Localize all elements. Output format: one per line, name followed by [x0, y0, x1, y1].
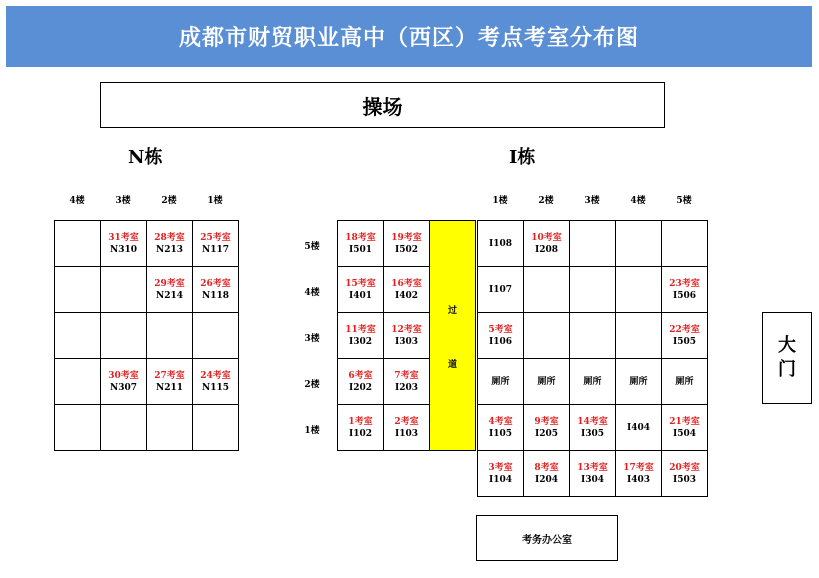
room-cell	[383, 404, 430, 451]
room-cell	[100, 358, 147, 405]
room-cell	[477, 312, 524, 359]
empty-cell	[615, 220, 662, 267]
room-cell	[661, 450, 708, 497]
floor-label: 2楼	[538, 196, 554, 206]
room-cell	[661, 404, 708, 451]
room-cell	[661, 266, 708, 313]
room-cell	[661, 358, 708, 405]
i-building-title: I栋	[509, 147, 536, 168]
room-code: I304	[581, 474, 604, 485]
exam-room-number: 11考室	[345, 324, 376, 335]
room-cell	[477, 266, 524, 313]
room-code: 厕所	[491, 376, 510, 387]
room-cell	[615, 404, 662, 451]
playground-box: 操场	[100, 82, 665, 128]
room-code: N307	[109, 382, 137, 393]
empty-cell	[569, 266, 616, 313]
exam-room-number: 13考室	[577, 462, 608, 473]
room-code: I204	[535, 474, 558, 485]
room-code: I504	[673, 428, 696, 439]
exam-room-number: 19考室	[391, 232, 422, 243]
room-code: I303	[395, 336, 418, 347]
exam-room-number: 8考室	[534, 462, 559, 473]
gate-char: 大	[778, 335, 796, 356]
room-cell	[100, 220, 147, 267]
room-cell	[523, 220, 570, 267]
empty-cell	[54, 266, 101, 313]
room-code: N115	[201, 382, 229, 393]
exam-room-number: 1考室	[348, 416, 373, 427]
exam-room-number: 23考室	[669, 278, 700, 289]
room-cell	[192, 220, 239, 267]
room-code: I102	[349, 428, 372, 439]
room-code: I503	[673, 474, 696, 485]
room-code: N211	[155, 382, 183, 393]
n-building-title: N栋	[128, 147, 163, 168]
room-code: I402	[395, 290, 418, 301]
room-code: I202	[349, 382, 372, 393]
exam-room-number: 12考室	[391, 324, 422, 335]
empty-cell	[661, 220, 708, 267]
empty-cell	[615, 266, 662, 313]
exam-room-number: 21考室	[669, 416, 700, 427]
exam-room-number: 25考室	[200, 232, 231, 243]
room-code: I404	[627, 422, 650, 433]
empty-cell	[146, 404, 193, 451]
room-cell	[523, 450, 570, 497]
room-code: I103	[395, 428, 418, 439]
floor-label: 3楼	[115, 196, 131, 206]
room-cell	[337, 312, 384, 359]
row-floor-label: 2楼	[304, 380, 320, 390]
corridor	[429, 220, 476, 451]
row-floor-label: 1楼	[304, 426, 320, 436]
empty-cell	[523, 312, 570, 359]
floor-label: 3楼	[584, 196, 600, 206]
empty-cell	[54, 220, 101, 267]
room-cell	[615, 358, 662, 405]
floor-label: 4楼	[69, 196, 85, 206]
exam-room-number: 14考室	[577, 416, 608, 427]
exam-room-number: 28考室	[154, 232, 185, 243]
room-code: I403	[627, 474, 650, 485]
room-code: I502	[395, 244, 418, 255]
room-cell	[146, 266, 193, 313]
room-code: I505	[673, 336, 696, 347]
room-cell	[146, 358, 193, 405]
floor-label: 4楼	[630, 196, 646, 206]
room-code: I302	[349, 336, 372, 347]
empty-cell	[54, 312, 101, 359]
row-floor-label: 4楼	[304, 288, 320, 298]
exam-room-number: 31考室	[108, 232, 139, 243]
room-code: N310	[109, 244, 137, 255]
exam-room-number: 17考室	[623, 462, 654, 473]
floor-label: 5楼	[676, 196, 692, 206]
exam-room-number: 2考室	[394, 416, 419, 427]
room-code: I506	[673, 290, 696, 301]
exam-room-number: 7考室	[394, 370, 419, 381]
room-code: 厕所	[583, 376, 602, 387]
exam-room-number: 22考室	[669, 324, 700, 335]
room-code: I501	[349, 244, 372, 255]
empty-cell	[569, 220, 616, 267]
room-code: N117	[201, 244, 229, 255]
room-cell	[615, 450, 662, 497]
room-code: I108	[489, 238, 512, 249]
corridor-char: 过	[447, 306, 457, 316]
room-cell	[192, 358, 239, 405]
exam-room-number: 4考室	[488, 416, 513, 427]
exam-room-number: 6考室	[348, 370, 373, 381]
floor-label: 1楼	[492, 196, 508, 206]
room-code: N118	[201, 290, 229, 301]
exam-room-number: 26考室	[200, 278, 231, 289]
room-cell	[146, 220, 193, 267]
room-code: I107	[489, 284, 512, 295]
room-cell	[569, 404, 616, 451]
exam-room-number: 16考室	[391, 278, 422, 289]
gate-char: 门	[778, 359, 796, 380]
room-cell	[337, 220, 384, 267]
exam-room-number: 20考室	[669, 462, 700, 473]
room-code: I305	[581, 428, 604, 439]
room-cell	[661, 312, 708, 359]
empty-cell	[146, 312, 193, 359]
room-code: I104	[489, 474, 512, 485]
empty-cell	[54, 404, 101, 451]
empty-cell	[615, 312, 662, 359]
exam-room-number: 9考室	[534, 416, 559, 427]
room-cell	[383, 220, 430, 267]
room-code: I401	[349, 290, 372, 301]
room-code: I203	[395, 382, 418, 393]
room-cell	[337, 404, 384, 451]
room-cell	[477, 358, 524, 405]
room-cell	[523, 358, 570, 405]
exam-room-number: 29考室	[154, 278, 185, 289]
room-cell	[523, 404, 570, 451]
row-floor-label: 3楼	[304, 334, 320, 344]
empty-cell	[192, 312, 239, 359]
room-code: 厕所	[629, 376, 648, 387]
exam-room-number: 10考室	[531, 232, 562, 243]
room-cell	[337, 358, 384, 405]
room-code: N213	[155, 244, 183, 255]
room-code: 厕所	[537, 376, 556, 387]
empty-cell	[569, 312, 616, 359]
room-code: 厕所	[675, 376, 694, 387]
room-code: N214	[155, 290, 183, 301]
empty-cell	[100, 404, 147, 451]
floor-label: 2楼	[161, 196, 177, 206]
exam-office: 考务办公室	[476, 515, 618, 561]
empty-cell	[54, 358, 101, 405]
corridor-char: 道	[447, 360, 457, 370]
main-gate	[762, 312, 812, 404]
room-cell	[383, 358, 430, 405]
row-floor-label: 5楼	[304, 242, 320, 252]
room-cell	[337, 266, 384, 313]
exam-room-number: 30考室	[108, 370, 139, 381]
room-cell	[569, 358, 616, 405]
page-title: 成都市财贸职业高中（西区）考点考室分布图	[6, 6, 812, 67]
exam-room-number: 5考室	[488, 324, 513, 335]
room-code: I105	[489, 428, 512, 439]
room-cell	[477, 450, 524, 497]
exam-room-number: 27考室	[154, 370, 185, 381]
room-cell	[477, 404, 524, 451]
room-cell	[383, 312, 430, 359]
exam-room-number: 3考室	[488, 462, 513, 473]
room-cell	[569, 450, 616, 497]
floor-label: 1楼	[207, 196, 223, 206]
exam-room-number: 15考室	[345, 278, 376, 289]
room-cell	[192, 266, 239, 313]
room-code: I208	[535, 244, 558, 255]
empty-cell	[523, 266, 570, 313]
exam-room-number: 24考室	[200, 370, 231, 381]
empty-cell	[100, 266, 147, 313]
room-cell	[477, 220, 524, 267]
empty-cell	[100, 312, 147, 359]
room-code: I106	[489, 336, 512, 347]
room-cell	[383, 266, 430, 313]
room-code: I205	[535, 428, 558, 439]
exam-room-number: 18考室	[345, 232, 376, 243]
empty-cell	[192, 404, 239, 451]
